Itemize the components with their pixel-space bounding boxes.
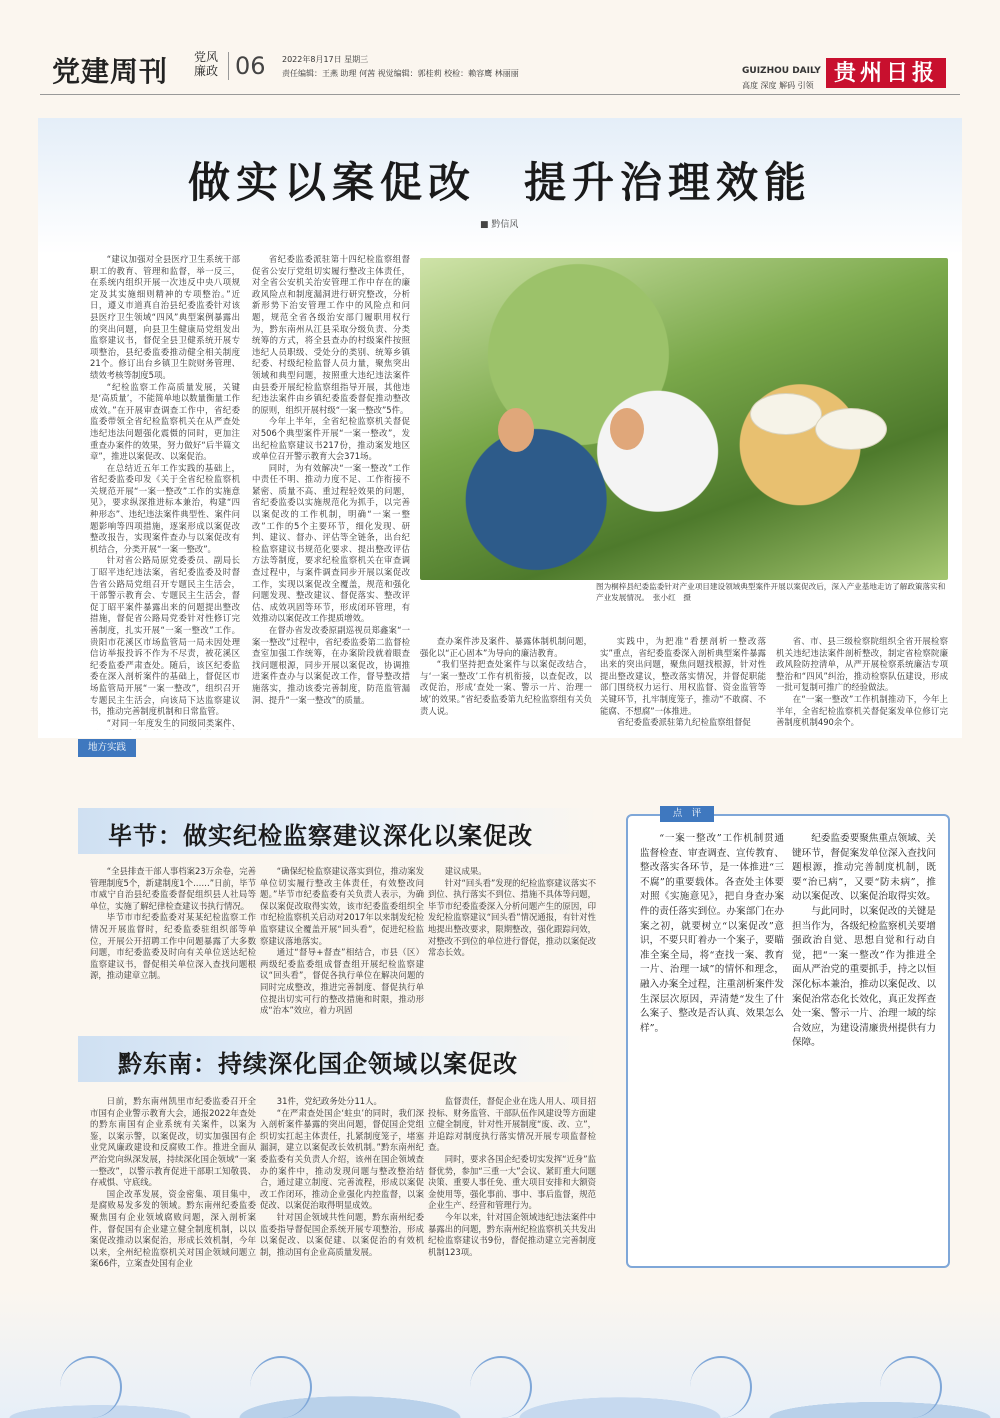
issue-date: 2022年8月17日 星期三 [282, 55, 369, 64]
paragraph: “建议加强对全县医疗卫生系统干部职工的教育、管理和监督，举一反三，在系统内组织开展一次违反中央八项规定及其实施细则精神的专项整治。”近日，遵义市道真自治县纪委监委针对该县医疗卫生领域“四风”典型案例暴露出的突出问题，向县卫生健康局党组发出监察建议书，督促全县卫健系统开展专项整治，县纪委监委推动健全相关制度21个。修订出台乡镇卫生院财务管理、绩效考核等制度5项。 [90, 254, 240, 380]
staff-credits: 责任编辑：王燕 助理 何茜 视觉编辑：郭桂莉 校检：赖容鹰 林丽丽 [282, 69, 519, 78]
photo-person-1 [498, 408, 534, 452]
paragraph: 在“一案一整改”工作机制推动下，今年上半年，全省纪检监察机关督促案发单位修订完善制度机制490余个。 [776, 693, 948, 728]
paragraph: 监督责任，督促企业在选人用人、项目招投标、财务监管、干部队伍作风建设等方面建立健全制度，针对性开展制度“废、改、立”，并追踪对制度执行落实情况开展专项监督检查。 [428, 1096, 596, 1153]
lead-column-1 [90, 254, 240, 730]
commentary-tag: 点 评 [660, 806, 714, 822]
qdn-headline: 黔东南：持续深化国企领域以案促改 [118, 1049, 518, 1078]
lead-column-3 [420, 636, 592, 732]
page-number: 06 [228, 52, 266, 80]
paragraph: 通过“督导+督查”相结合，市县（区）两级纪委监委组成督查组开展纪检监察建议“回头看”，督促各执行单位在解决问题的同时完成整改，推进完善制度、督促执行单位提出切实可行的整改措施和时限，推动形成“治本”效应，着力巩固 [260, 947, 424, 1016]
paragraph: “在严肃查处国企‘蛀虫’的同时，我们深入剖析案件暴露的突出问题，督促国企党组织切实扛起主体责任，扎紧制度笼子，堵塞漏洞，建立以案促改长效机制。”黔东南州纪委监委有关负责人介绍，该州在国企领域查办的案件中，推动发现问题与整改整治结合，通过建立制度、完善流程，形成以案促改工作闭环，推动企业强化内控监督，以案促改、以案促治取得明显成效。 [260, 1107, 424, 1211]
paragraph: 省纪委监委派驻第十四纪检监察组督促省公安厅党组切实履行整改主体责任，对全省公安机关治安管理工作中存在的廉政风险点和制度漏洞进行研究整改，分析新形势下治安管理工作中的风险点和问题，规范全省各级治安部门履职用权行为，黔东南州从江县采取分级负责、分类统筹的方式，将全县查办的村级案件按照违纪人员职级、受处分的类别、统筹乡镇纪委、村级纪检监督人员力量，聚焦突出领域和典型问题，按照重大违纪违法案件由县委开展纪检监察组指导开展，其他违纪违法案件由乡镇纪委监委督促推动整改的原则，组织开展村级“一案一整改”5件。 [252, 254, 410, 415]
wave-curl [250, 1356, 312, 1418]
paragraph: “确保纪检监察建议落实到位，推动案发单位切实履行整改主体责任，有效整改问题。”毕节市纪委监委有关负责人表示，为确保以案促改取得实效，该市纪委监委组织全市纪检监察机关启动对2017年以来制发纪检监察建议全覆盖开展“回头看”，促进纪检监察建议落地落实。 [260, 866, 424, 946]
paragraph: 省、市、县三级检察院组织全省开展检察机关违纪违法案件剖析整改，制定省检察院廉政风险防控清单，从严开展检察系统廉洁专项整治和“四风”纠治，推动检察队伍建设，形成一批可复制可推广的经验做法。 [776, 636, 948, 693]
lead-headline: 做实以案促改 提升治理效能 [187, 158, 812, 207]
wave-curl [690, 1356, 752, 1418]
paragraph: 毕节市市纪委监委对某某纪检监察工作情况开展监督时，纪委监委驻组织部等单位，开展公开招聘工作中问题暴露了大多数问题，市纪委监委及时向有关单位送达纪检监察建议书，督促相关单位深入查找问题根源，推动建章立制。 [90, 912, 256, 981]
paragraph: 实践中，为把准“看摆剖析一整改落实”重点，省纪委监委深入剖析典型案件暴露出来的突出问题，聚焦问题找根源，针对性提出整改建议，整改落实情况，并督促职能部门围绕权力运行、用权监督、资金监管等关键环节，扎牢制度笼子，推动“不敢腐、不能腐、不想腐”一体推进。 [600, 636, 766, 716]
bijie-column-1 [90, 866, 256, 1046]
paragraph: 建议成果。 [444, 866, 487, 876]
wave-curl [60, 1356, 122, 1418]
wave-curl [470, 1356, 532, 1418]
paragraph: 针对国企领域共性问题，黔东南州纪委监委指导督促国企系统开展专项整治，形成以案促改、以案促建、以案促治的有效机制，推动国有企业高质量发展。 [260, 1211, 424, 1257]
paragraph: “对同一年度发生的同级同类案件、 [106, 717, 240, 728]
paragraph: 查办案件涉及案件、暴露体制机制问题，强化以“正心固本”为导向的廉洁教育。 [420, 636, 592, 658]
paragraph: “我们坚持把查处案件与以案促改结合，与‘一案一整改’工作有机衔接，以查促改，以改促治，形成‘查处一案、警示一片、治理一域’的效果。”省纪委监委第九纪检监察组有关负责人说。 [420, 659, 592, 716]
paper-english-name: GUIZHOU DAILY [742, 66, 821, 76]
paragraph: 省纪委监委派驻第九纪检监察组督促 [616, 717, 751, 728]
paragraph: 纪委监委要聚焦重点领域、关键环节，督促案发单位深入查找问题根源，推动完善制度机制，既要“治已病”，又要“防未病”，推动以案促改、以案促治取得实效。 [792, 833, 936, 903]
header-divider [40, 94, 960, 95]
qdn-column-3 [428, 1096, 596, 1270]
paragraph: 国企改革发展，资金密集、项目集中，是腐败易发多发的领域。黔东南州纪委监委聚焦国有企业领域腐败问题，深入剖析案件，督促国有企业建立健全制度机制，以以案促改推动以案促治，形成长效机制，今年以来，全州纪检监察机关对国企领域问题立案66件，立案查处国有企业 [90, 1188, 256, 1269]
paragraph: 与此同时，以案促改的关键是担当作为，各级纪检监察机关要增强政治自觉、思想自觉和行动自觉，把“一案一整改”作为推进全面从严治党的重要抓手，持之以恒深化标本兼治，推动以案促改、以案促治常态化长效化，真正发挥查处一案、警示一片、治理一域的综合效应，为建设清廉贵州提供有力保障。 [792, 905, 936, 1049]
qdn-column-1 [90, 1096, 256, 1270]
paragraph: 今年以来，针对国企领域违纪违法案件中暴露出的问题，黔东南州纪检监察机关共发出纪检监察建议书9份，督促推动建立完善制度机制123项。 [428, 1211, 596, 1257]
paragraph: 在督办省发改委原副巡视员郑鑫案“一案一整改”过程中，省纪委监委第二监督检查室加强工作统筹，在办案阶段就着眼查找问题根源，同步开展以案促改，协调推进案件查办与以案促改工作，督导整改措施落实，推动该委完善制度，防范监管漏洞、提升“一案一整改”的质量。 [252, 625, 410, 705]
photo-hat-2 [815, 408, 887, 450]
lead-column-2 [252, 254, 410, 730]
bijie-headline: 毕节：做实纪检监察建议深化以案促改 [108, 821, 533, 850]
commentary-column-1 [640, 832, 784, 1252]
paragraph: 今年上半年，全省纪检监察机关督促对506个典型案件开展“一案一整改”，发出纪检监察建议书217份，推动案发地区或单位召开警示教育大会371场。 [252, 416, 410, 462]
paragraph: 针对“回头看”发现的纪检监察建议落实不到位、执行落实不到位、措施不具体等问题，毕节市纪委监委深入分析问题产生的原因，印发纪检监察建议“回头看”情况通报，有针对性地提出整改要求，限期整改，强化跟踪问效，对整改不到位的单位进行督促，推动以案促改常态长效。 [428, 877, 596, 958]
paragraph: 在总结近五年工作实践的基础上，省纪委监委印发《关于全省纪检监察机关规范开展“一案一整改”工作的实施意见》，要求纵深推进标本兼治，构建“四种形态”、违纪违法案件典型性、案件问题影响等四项措施，逐案形成以案促改整改报告，实现案件查办与以案促改有机结合，分类开展“一案一整改”。 [90, 462, 240, 554]
lead-column-4 [600, 636, 766, 732]
photo-hat-1 [750, 393, 822, 435]
commentary-column-2 [792, 832, 936, 1252]
section-subtitle: 党风廉政 [194, 50, 219, 78]
bijie-column-3 [428, 866, 596, 1046]
paragraph: 日前，黔东南州凯里市纪委监委召开全市国有企业警示教育大会，通报2022年查处的黔东南国有企业系统有关案件，以案为鉴，以案示警，以案促改，切实加强国有企业党风廉政建设和反腐败工作。推进全面从严治党向纵深发展，持续深化国企领域“一案一整改”，以警示教育促进干部职工知敬畏、存戒惧、守底线。 [90, 1096, 256, 1188]
paragraph: “全县排查干部人事档案23万余卷，完善管理制度5个，新建制度1个……”日前，毕节市威宁自治县纪委监委督促组织县人社局等单位，实施了解纪律检查建议书执行情况。 [90, 866, 256, 911]
paper-slogan: 高度 深度 解码 引领 [742, 81, 814, 90]
photo-person-2 [610, 408, 644, 450]
lead-column-5 [776, 636, 948, 732]
paragraph: “一案一整改”工作机制贯通监督检查、审查调查、宣传教育、整改落实各环节，是一体推进“三不腐”的重要载体。各查处主体要对照《实施意见》，把自身查办案件的责任落实到位。办案部门在办案之初，就要树立“以案促改”意识，不要只盯着办一个案子，要瞄准全案全局，将“查找一案、教育一片、治理一域”的情怀和理念，融入办案全过程，注重剖析案件发生深层次原因，弄清楚“发生了什么案子、整改是否认真、效果怎么样”。 [640, 833, 784, 1034]
section-title: 党建周刊 [52, 55, 169, 88]
decorative-wave-footer [0, 1290, 1000, 1418]
lead-photo [420, 258, 948, 580]
newspaper-logo: 贵州日报 [826, 58, 946, 88]
wave-curl [880, 1356, 942, 1418]
local-practice-tag: 地方实践 [78, 739, 136, 757]
lead-author: ■ 黔信风 [480, 220, 519, 230]
bijie-column-2 [260, 866, 424, 1046]
paragraph: 针对省公路局原党委委员、副局长丁昭平违纪违法案，省纪委监委及时督告省公路局党组召开专题民主生活会，干部警示教育会、专题民主生活会，督促丁昭平案件暴露出来的问题提出整改措施，督促省公路局党委针对性修订完善制度，扎实开展“一案一整改”工作。贵阳市花溪区市场监管局一局未因处理信访举报投诉不作为不尽责，被花溪区纪委监委严肃查处。随后，该区纪委监委在深入剖析案件的基础上，督促区市场监管局开展“一案一整改”，组织召开专题民主生活会，向该局下达监察建议书，推动完善制度机制和日常监管。 [90, 555, 240, 717]
paragraph: 31件，党纪政务处分11人。 [276, 1096, 382, 1106]
qdn-column-2 [260, 1096, 424, 1270]
photo-caption: 图为桐梓县纪委监委针对产业项目建设领域典型案件开展以案促改后，深入产业基地走访了解政策落实和产业发展情况。 张小红 摄 [596, 582, 946, 602]
paragraph: “纪检监察工作高质量发展，关键是‘高质量’，不能简单地以数量衡量工作成效。”在开展审查调查工作中，省纪委监委带领全省纪检监察机关在从严查处违纪违法问题强化震慑的同时，更加注重查办案件的效果，努力做好“后半篇文章”，推进以案促改、以案促治。 [90, 381, 240, 462]
paragraph: 同时，要求各国企纪委切实发挥“近身”监督优势，参加“三重一大”会议、紧盯重大问题决策、重要人事任免、重大项目安排和大额资金使用等，强化事前、事中、事后监督，规范企业生产、经营和管理行为。 [428, 1153, 596, 1211]
paragraph: 同时，为有效解决“一案一整改”工作中责任不明、推动力度不足、工作衔接不紧密、质量不高、重过程轻效果的问题，省纪委监委以实施规范化为抓手，以完善以案促改的工作机制，明确“一案一整改”工作的5个主要环节，细化发现、研判、建议、督办、评估等全链条，出台纪检监察建议书规范化要求、提出整改评估方法等制度，要求纪检监察机关在审查调查过程中，与案件调查同步开展以案促改工作，实现以案促改全覆盖，规范和强化问题发现、整改建议、督促落实、整改评估、成效巩固等环节，形成闭环管理，有效推动以案促改工作提质增效。 [252, 462, 410, 624]
